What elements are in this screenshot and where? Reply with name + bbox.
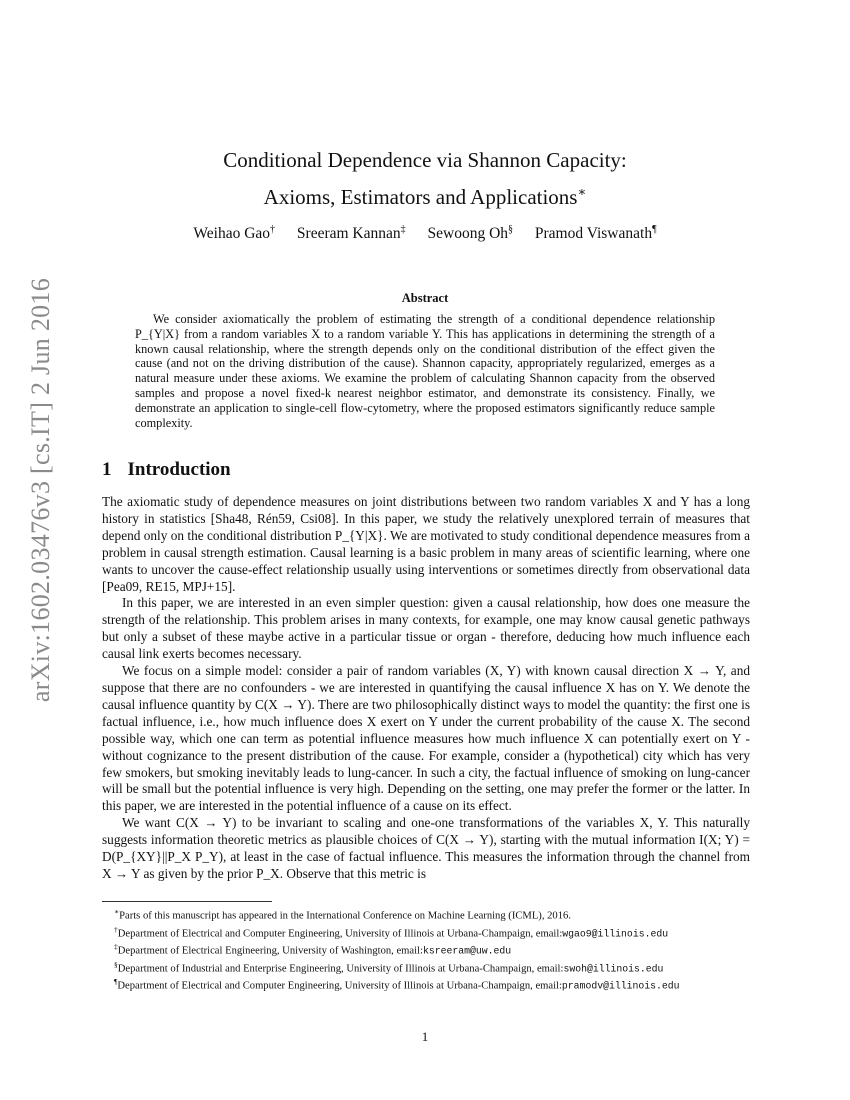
footnote: ¶Department of Electrical and Computer Engineering, University of Illinois at Urbana-Champaign, email:pramodv@illinois.edu	[114, 977, 680, 992]
paragraph: In this paper, we are interested in an even simpler question: given a causal relationship, how does one measure the strength of the relationship. This problem arises in many contexts, for example, one may know causal genetic pathways but only a subset of these maybe active in a particular tissue or organ - therefore, deducing how much influence each causal link exerts becomes necessary.	[102, 595, 750, 662]
footnote-rule	[102, 901, 272, 902]
title-line-1: Conditional Dependence via Shannon Capacity:	[223, 148, 627, 172]
section-heading	[102, 459, 231, 481]
arxiv-sidebar-stamp	[16, 277, 66, 703]
footnotes	[102, 905, 750, 993]
author: Sreeram Kannan‡	[296, 224, 406, 243]
paragraph: The axiomatic study of dependence measures on joint distributions between two random variables X and Y has a long history in statistics [Sha48, Rén59, Csi08]. In this paper, we study the relatively unexplored terrain of measures that depend only on the conditional distribution P_{Y|X}. We are motivated to study conditional dependence measures from a problem in causal strength estimation. Causal learning is a basic problem in many areas of scientific learning, where one wants to uncover the cause-effect relationship usually using interventions or sometimes directly from observational data [Pea09, RE15, MPJ+15].	[102, 494, 750, 594]
footnote: †Department of Electrical and Computer Engineering, University of Illinois at Urbana-Champaign, email:wgao9@illinois.edu	[114, 924, 669, 940]
abstract-text: We consider axiomatically the problem of estimating the strength of a conditional dependence relationship P_{Y|X} from a random variables X to a random variable Y. This has applications in determining the strength of a known causal relationship, where the strength depends only on the conditional distribution of the effect given the cause (and not on the driving distribution of the cause). Shannon capacity, appropriately regularized, emerges as a natural measure under these axioms. We examine the problem of calculating Shannon capacity from the observed samples and propose a novel fixed-k nearest neighbor estimator, and demonstrate its consistency. Finally, we demonstrate an application to single-cell flow-cytometry, where the proposed estimators significantly reduce sample complexity.	[135, 312, 715, 430]
body-text	[102, 494, 750, 883]
author-list	[100, 224, 750, 243]
paragraph: We focus on a simple model: consider a pair of random variables (X, Y) with known causal direction X → Y, and suppose that there are no confounders - we are interested in quantifying the causal influence X has on Y. We denote the causal influence quantity by C(X → Y). There are two philosophically distinct ways to model the quantity: the first one is factual influence, i.e., how much influence does X exert on Y under the current probability of the cause X. The second possible way, which one can term as potential influence measures how much influence X can potentially exert on Y - without cognizance to the present distribution of the cause. For example, consider a (hypothetical) city which has very few smokers, but smoking inevitably leads to lung-cancer. In such a city, the factual influence of smoking on lung-cancer will be small but the potential influence is very high. Depending on the setting, one may prefer the former or the latter. In this paper, we are interested in the potential influence of a cause on its effect.	[102, 663, 750, 814]
abstract-heading: Abstract	[401, 291, 449, 305]
section-title: Introduction	[127, 459, 231, 480]
email-link[interactable]: swoh@illinois.edu	[563, 963, 664, 975]
title-line-2: Axioms, Estimators and Applications∗	[263, 184, 587, 209]
author: Weihao Gao†	[193, 224, 276, 243]
author: Pramod Viswanath¶	[534, 224, 657, 243]
title-footnote-mark: ∗	[577, 184, 587, 199]
arxiv-identifier: arXiv:1602.03476v3 [cs.IT] 2 Jun 2016	[26, 277, 55, 703]
author: Sewoong Oh§	[427, 224, 514, 243]
footnote: §Department of Industrial and Enterprise Engineering, University of Illinois at Urbana-Champaign, email:swoh@illinois.edu	[114, 959, 664, 975]
email-link[interactable]: ksreeram@uw.edu	[422, 945, 512, 957]
page-number: 1	[421, 1029, 429, 1044]
paragraph: We want C(X → Y) to be invariant to scaling and one-one transformations of the variables X, Y. This naturally suggests information theoretic metrics as plausible choices of C(X → Y), starting with the mutual information I(X; Y) = D(P_{XY}||P_X P_Y), at least in the case of factual influence. This measures the information through the channel from X → Y as given by the prior P_X. Observe that this metric is	[102, 815, 750, 881]
email-link[interactable]: pramodv@illinois.edu	[561, 980, 680, 992]
footnote: ∗Parts of this manuscript has appeared in the International Conference on Machine Learning (ICML), 2016.	[114, 907, 571, 922]
paper-title	[100, 145, 750, 213]
section-number: 1	[102, 459, 112, 480]
footnote: ‡Department of Electrical Engineering, University of Washington, email:ksreeram@uw.edu	[114, 942, 512, 957]
email-link[interactable]: wgao9@illinois.edu	[562, 928, 669, 940]
